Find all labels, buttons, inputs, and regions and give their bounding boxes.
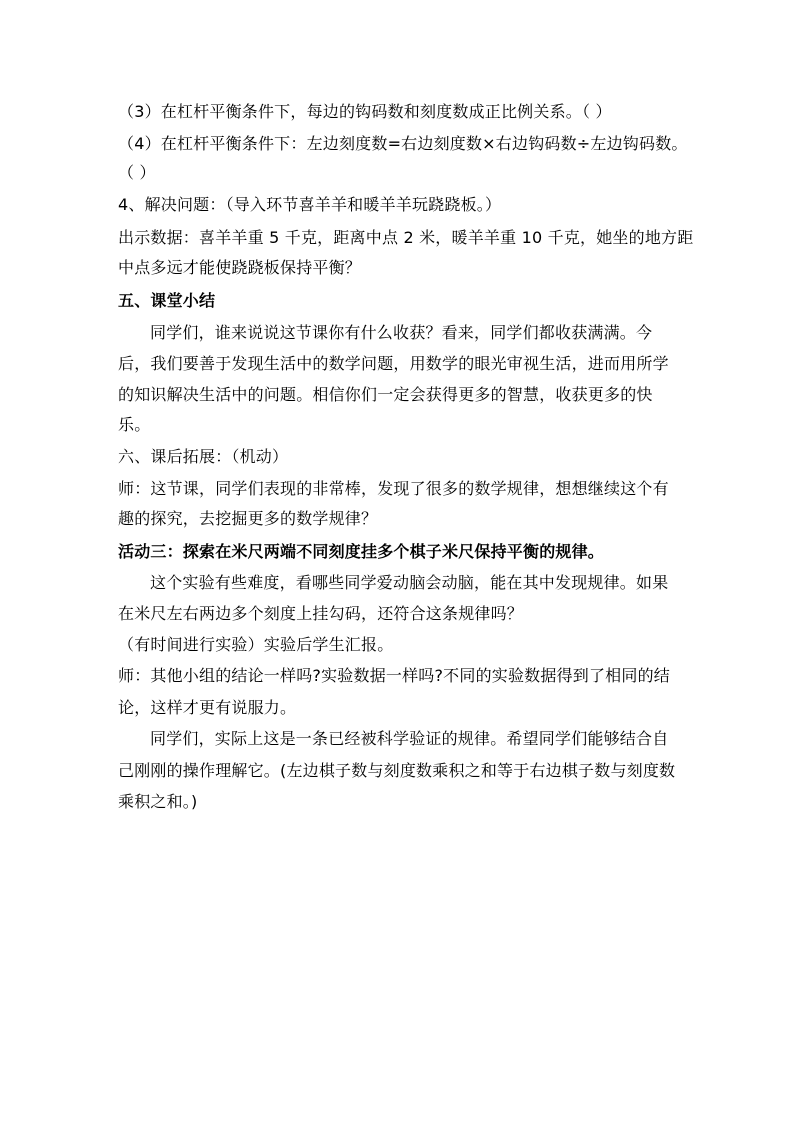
question-3-line: （3）在杠杆平衡条件下，每边的钩码数和刻度数成正比例关系。（ ）	[118, 102, 612, 121]
summary-line-4: 乐。	[118, 415, 151, 434]
conclusion-line-2: 己刚刚的操作理解它。(左边棋子数与刻度数乘积之和等于右边棋子数与刻度数	[118, 761, 676, 780]
problem-data-line-2: 中点多远才能使跷跷板保持平衡？	[118, 258, 362, 277]
conclusion-line-3: 乘积之和。)	[118, 792, 198, 811]
question-4-line: （4）在杠杆平衡条件下：左边刻度数=右边刻度数×右边钩码数÷左边钩码数。	[118, 134, 688, 153]
summary-line-3: 的知识解决生活中的问题。相信你们一定会获得更多的智慧，收获更多的快	[118, 385, 653, 404]
teacher-line-2: 趣的探究，去挖掘更多的数学规律？	[118, 509, 378, 528]
section-5-heading: 五、课堂小结	[118, 291, 216, 310]
teacher-question-line-2: 论，这样才更有说服力。	[118, 698, 297, 717]
summary-line-2: 后，我们要善于发现生活中的数学问题，用数学的眼光审视生活，进而用所学	[118, 354, 669, 373]
experiment-line-1: 这个实验有些难度，看哪些同学爱动脑会动脑，能在其中发现规律。如果	[150, 573, 669, 592]
section-6-heading: 六、课后拓展：（机动）	[118, 447, 289, 466]
problem-solving-heading: 4、解决问题：（导入环节喜羊羊和暖羊羊玩跷跷板。）	[118, 195, 502, 214]
summary-line-1: 同学们，谁来说说这节课你有什么收获？看来，同学们都收获满满。今	[150, 323, 653, 342]
report-line: （有时间进行实验）实验后学生汇报。	[118, 635, 394, 654]
teacher-line-1: 师：这节课，同学们表现的非常棒，发现了很多的数学规律，想想继续这个有	[118, 479, 669, 498]
experiment-line-2: 在米尺左右两边多个刻度上挂勾码，还符合这条规律吗？	[118, 604, 524, 623]
conclusion-line-1: 同学们，实际上这是一条已经被科学验证的规律。希望同学们能够结合自	[150, 729, 669, 748]
teacher-question-line-1: 师：其他小组的结论一样吗?实验数据一样吗?不同的实验数据得到了相同的结	[118, 666, 670, 685]
question-4-answer-blank: （ ）	[118, 163, 156, 182]
problem-data-line-1: 出示数据：喜羊羊重 5 千克，距离中点 2 米，暖羊羊重 10 千克，她坐的地方距	[118, 228, 694, 247]
activity-3-heading: 活动三：探索在米尺两端不同刻度挂多个棋子米尺保持平衡的规律。	[118, 542, 605, 561]
